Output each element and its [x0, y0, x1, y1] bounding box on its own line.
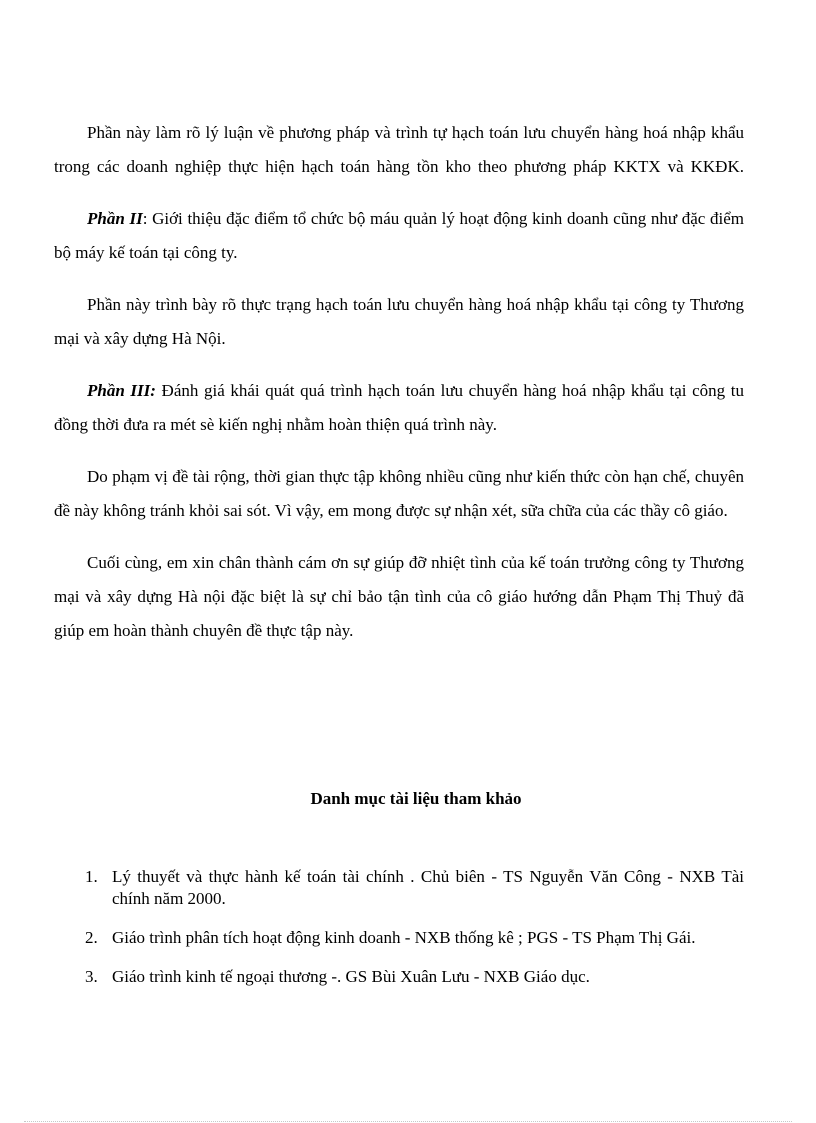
paragraph-text: : Giới thiệu đặc điểm tổ chức bộ máu quản lý hoạt động kinh doanh cũng như đặc điểm bộ máy kế toán tại công ty. — [54, 209, 744, 262]
reference-text: Lý thuyết và thực hành kế toán tài chính . Chủ biên - TS Nguyễn Văn Công - NXB Tài chính năm 2000. — [112, 867, 744, 908]
paragraph-text: Phần này trình bày rõ thực trạng hạch toán lưu chuyển hàng hoá nhập khẩu tại công ty Thương mại và xây dựng Hà Nội. — [54, 295, 744, 348]
reference-text: Giáo trình phân tích hoạt động kinh doanh - NXB thống kê ; PGS - TS Phạm Thị Gái. — [112, 928, 696, 947]
page-bottom-divider — [24, 1121, 792, 1122]
paragraph-part-one-summary — [54, 116, 744, 184]
reference-item — [54, 866, 744, 910]
paragraph-part-two — [54, 202, 744, 270]
reference-number: 3. — [85, 967, 98, 986]
references-title: Danh mục tài liệu tham khảo — [310, 789, 522, 808]
reference-number: 1. — [85, 867, 98, 886]
paragraph-lead: Phần III: — [87, 381, 156, 400]
paragraph-text: Phần này làm rõ lý luận về phương pháp và trình tự hạch toán lưu chuyển hàng hoá nhập khẩu trong các doanh nghiệp thực hiện hạch toán hàng tồn kho theo phương pháp KKTX và KKĐK. — [54, 123, 744, 176]
paragraph-scope-limitations — [54, 460, 744, 528]
paragraph-part-three — [54, 374, 744, 442]
references-list — [54, 866, 744, 1005]
reference-number: 2. — [85, 928, 98, 947]
paragraph-text: Do phạm vị đề tài rộng, thời gian thực tập không nhiều cũng như kiến thức còn hạn chế, chuyên đề này không tránh khỏi sai sót. Vì vậy, em mong được sự nhận xét, sữa chữa của các thầy cô giáo. — [54, 467, 744, 520]
paragraph-acknowledgements — [54, 546, 744, 648]
paragraph-text: Cuối cùng, em xin chân thành cám ơn sự giúp đỡ nhiệt tình của kế toán trưởng công ty Thương mại và xây dựng Hà nội đặc biệt là sự chỉ bảo tận tình của cô giáo hướng dẫn Phạm Thị Thuỷ đã giúp em hoàn thành chuyên đề thực tập này. — [54, 553, 744, 640]
paragraph-lead: Phần II — [87, 209, 143, 228]
reference-item — [54, 927, 744, 949]
paragraph-part-two-summary — [54, 288, 744, 356]
paragraph-text: Đánh giá khái quát quá trình hạch toán lưu chuyển hàng hoá nhập khẩu tại công tu đồng thời đưa ra mét sè kiến nghị nhằm hoàn thiện quá trình này. — [54, 381, 744, 434]
document-body — [54, 116, 744, 666]
reference-text: Giáo trình kinh tế ngoại thương -. GS Bùi Xuân Lưu - NXB Giáo dục. — [112, 967, 590, 986]
reference-item — [54, 966, 744, 988]
